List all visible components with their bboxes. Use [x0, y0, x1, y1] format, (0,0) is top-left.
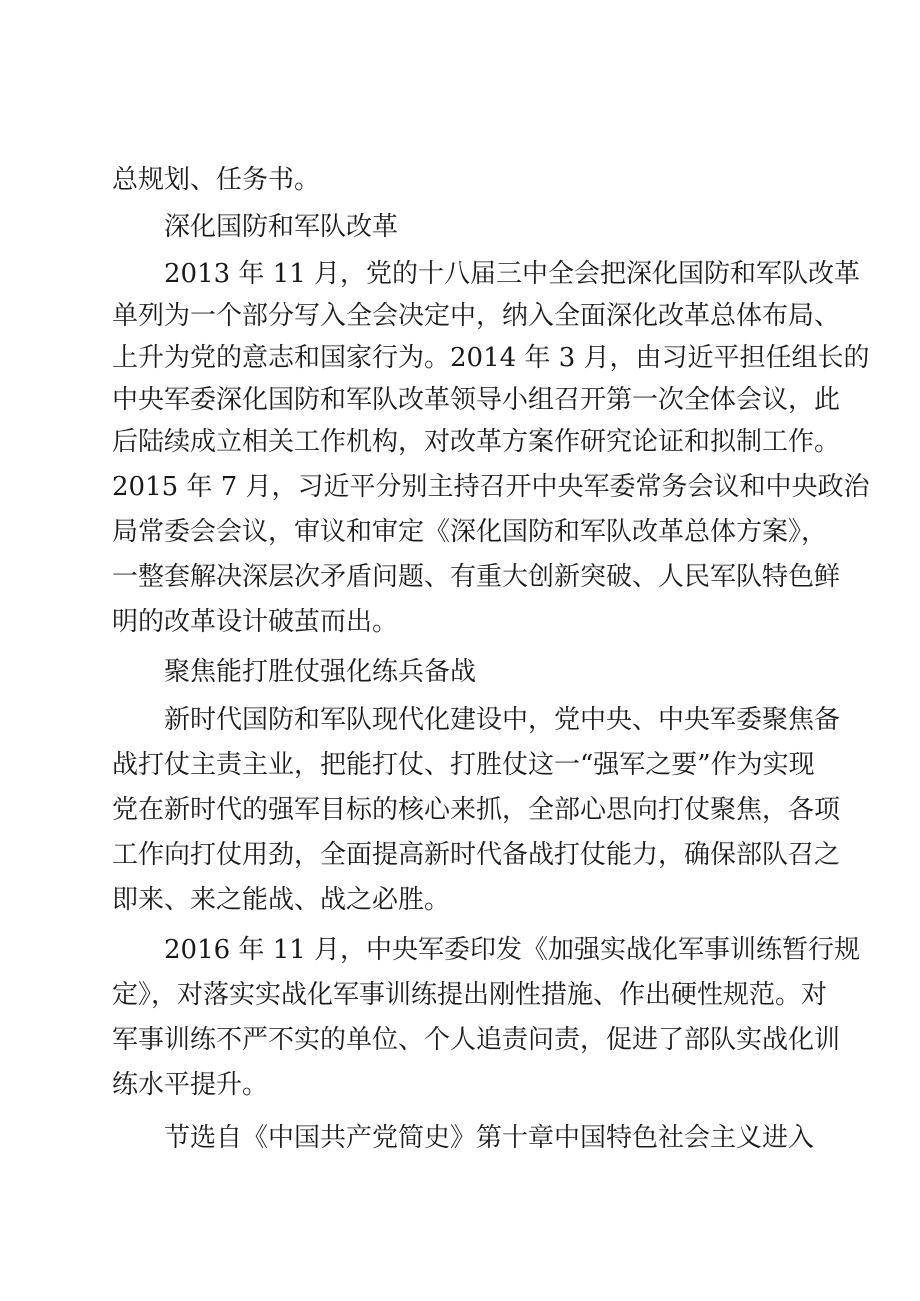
text-line: 工作向打仗用劲，全面提高新时代备战打仗能力，确保部队召之 — [112, 840, 841, 870]
text-line: 2016 年 11 月，中央军委印发《加强实战化军事训练暂行规 — [164, 935, 861, 965]
text-line: 练水平提升。 — [112, 1070, 269, 1100]
section-heading: 聚焦能打胜仗强化练兵备战 — [164, 657, 477, 687]
text-line: 2013 年 11 月，党的十八届三中全会把深化国防和军队改革 — [164, 259, 861, 289]
text-line: 后陆续成立相关工作机构，对改革方案作研究论证和拟制工作。 — [112, 427, 841, 457]
text-line: 新时代国防和军队现代化建设中，党中央、中央军委聚焦备 — [164, 705, 841, 735]
text-line: 单列为一个部分写入全会决定中，纳入全面深化改革总体布局、 — [112, 301, 841, 331]
text-line: 定》，对落实实战化军事训练提出刚性措施、作出硬性规范。对 — [112, 980, 828, 1010]
text-line: 总规划、任务书。 — [112, 165, 321, 195]
text-line: 一整套解决深层次矛盾问题、有重大创新突破、人民军队特色鲜 — [112, 562, 841, 592]
text-line: 2015 年 7 月，习近平分别主持召开中央军委常务会议和中央政治 — [112, 472, 870, 502]
text-line: 明的改革设计破茧而出。 — [112, 607, 399, 637]
text-line: 即来、来之能战、战之必胜。 — [112, 885, 451, 915]
text-line: 上升为党的意志和国家行为。2014 年 3 月，由习近平担任组长的 — [112, 343, 870, 373]
text-line: 战打仗主责主业，把能打仗、打胜仗这一“强军之要”作为实现 — [112, 750, 815, 780]
text-line: 军事训练不严不实的单位、个人追责问责，促进了部队实战化训 — [112, 1025, 841, 1055]
text-line: 局常委会会议，审议和审定《深化国防和军队改革总体方案》， — [112, 517, 828, 547]
text-line: 党在新时代的强军目标的核心来抓，全部心思向打仗聚焦，各项 — [112, 795, 841, 825]
text-line: 中央军委深化国防和军队改革领导小组召开第一次全体会议，此 — [112, 385, 841, 415]
text-line: 节选自《中国共产党简史》第十章中国特色社会主义进入 — [164, 1123, 815, 1153]
section-heading: 深化国防和军队改革 — [164, 212, 399, 242]
